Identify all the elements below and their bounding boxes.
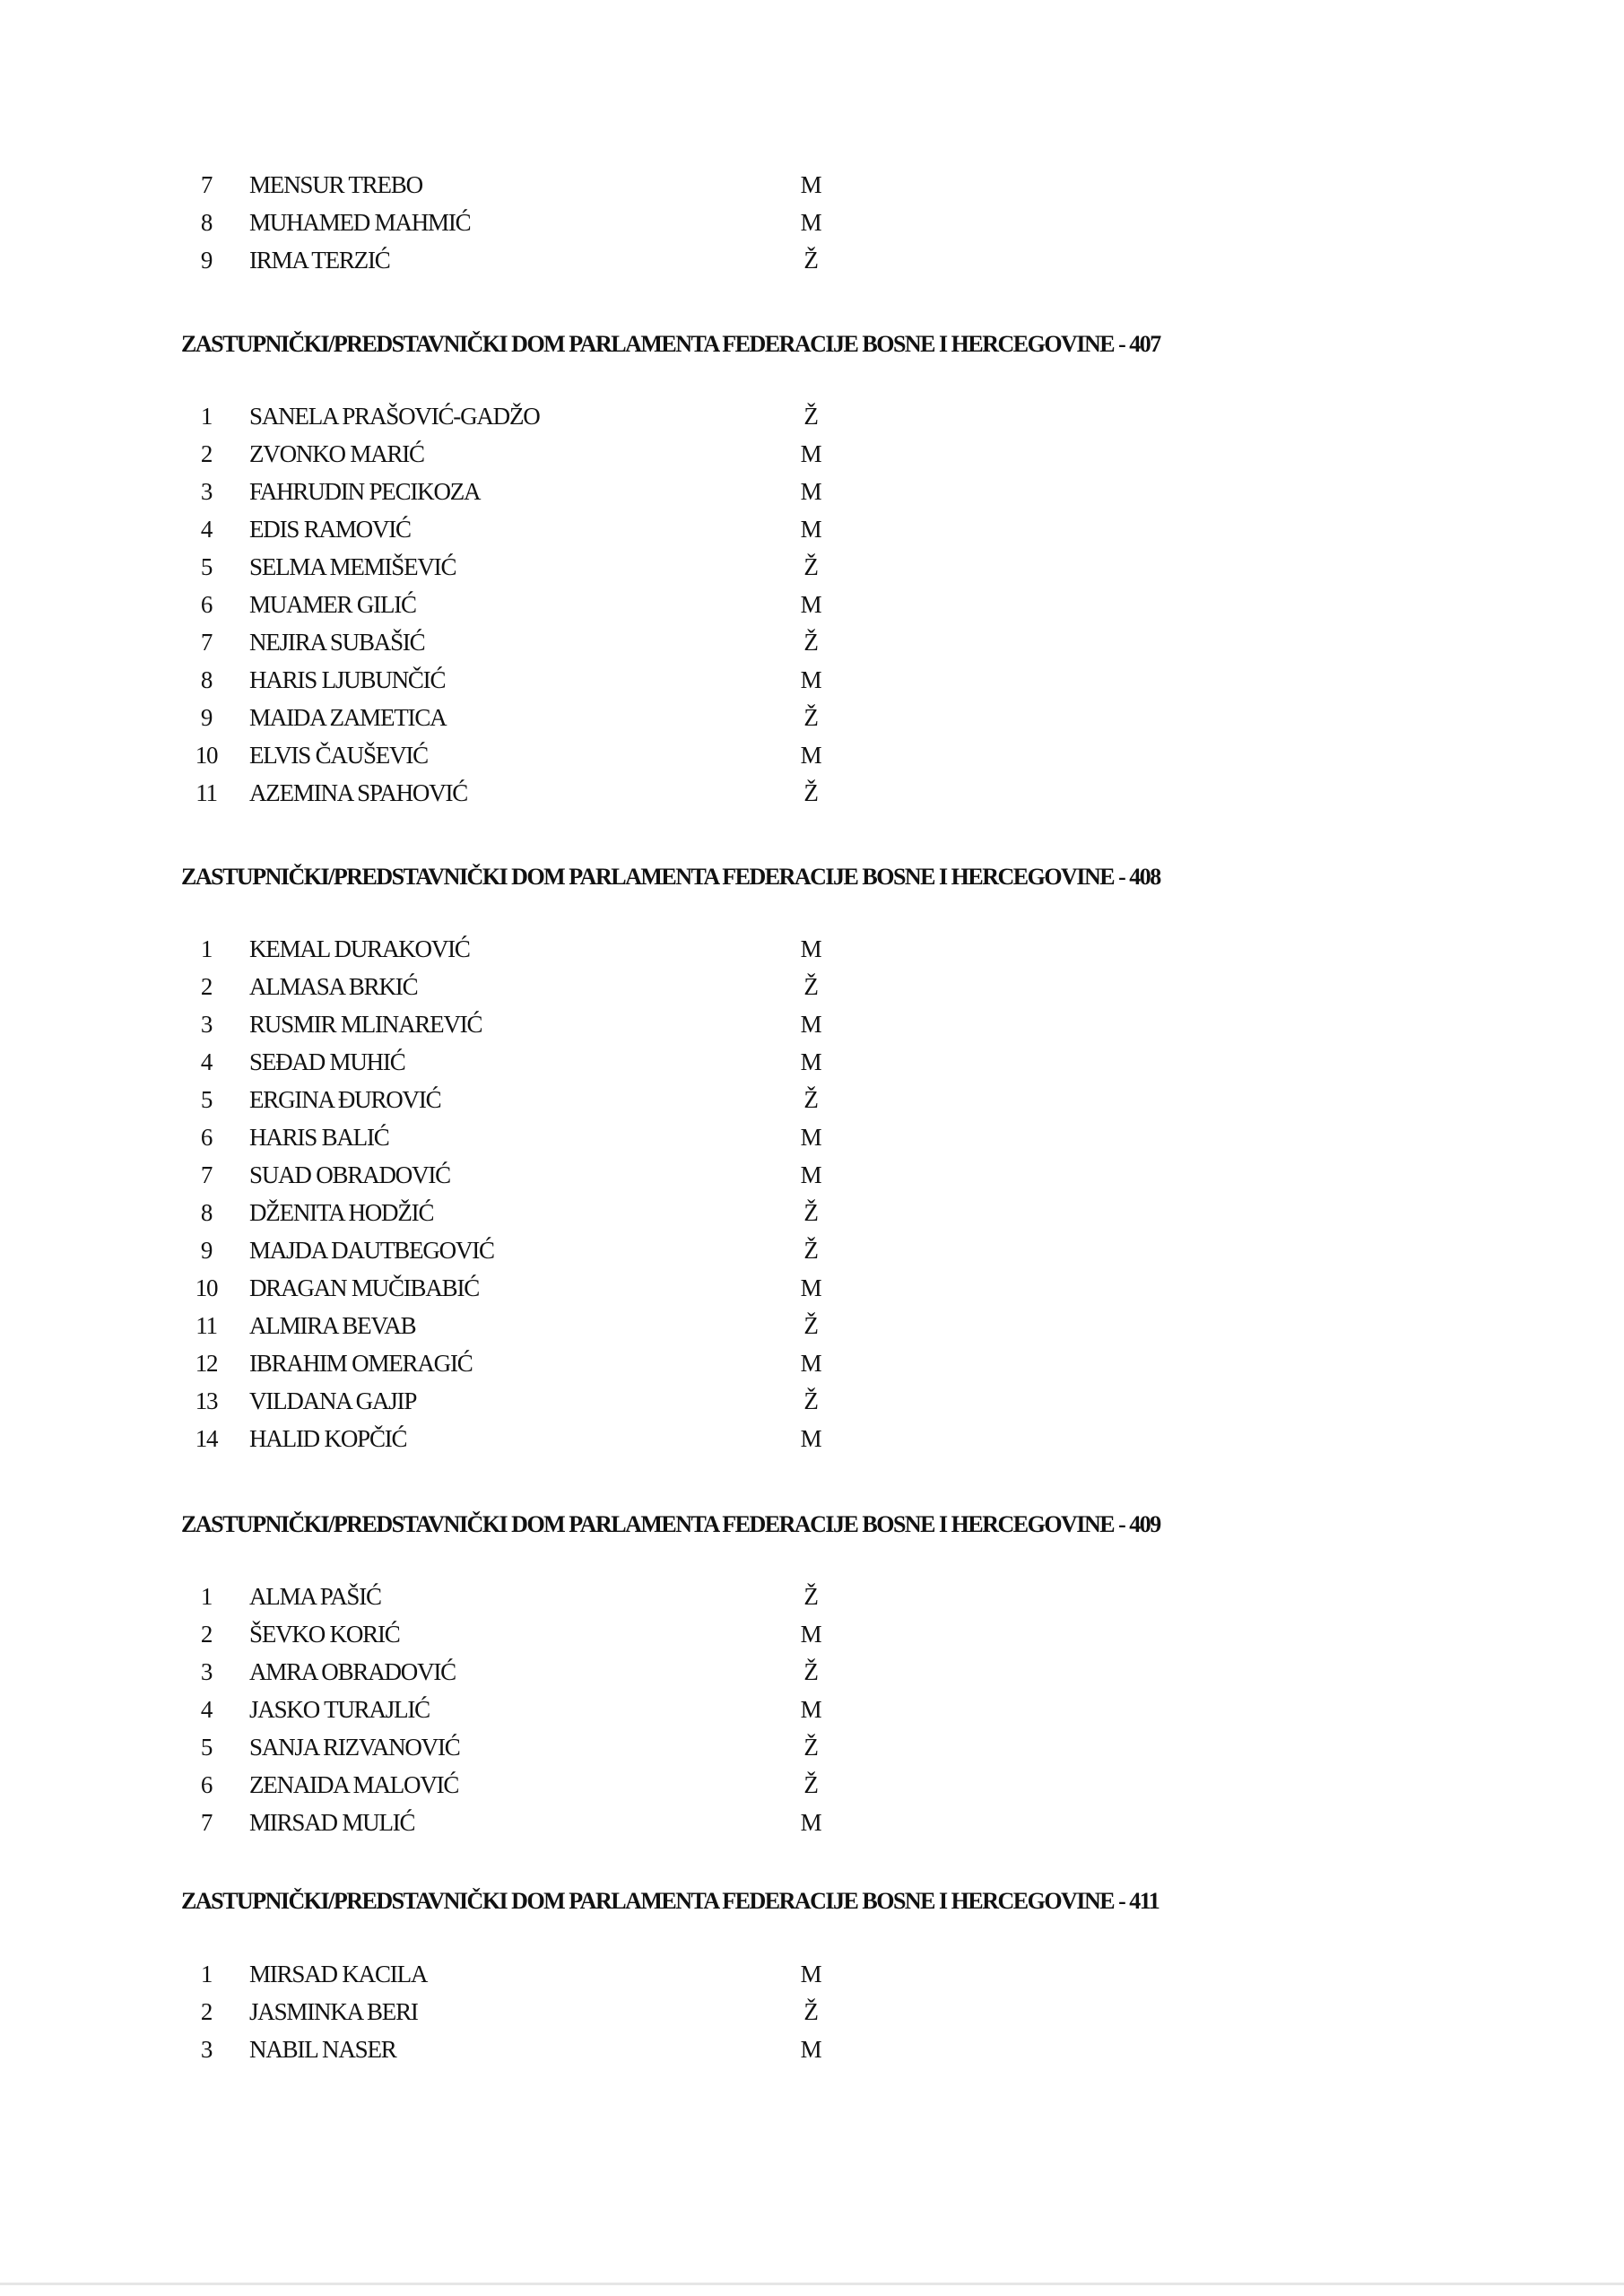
candidate-number: 8 [200,1199,213,1226]
list-item [0,510,1624,548]
candidate-name: EDIS RAMOVIĆ [249,516,411,543]
candidate-number: 9 [200,1237,213,1264]
candidate-name: NEJIRA SUBAŠIĆ [249,629,425,656]
candidate-number: 10 [195,1274,218,1301]
section-heading: ZASTUPNIČKI/PREDSTAVNIČKI DOM PARLAMENTA FEDERACIJE BOSNE I HERCEGOVINE - 409 [181,1511,1160,1537]
candidate-number: 2 [200,440,213,467]
candidate-name: JASMINKA BERI [249,1998,418,2025]
candidate-gender: Ž [803,1312,818,1339]
candidate-gender: M [800,1011,821,1038]
candidate-gender: M [800,1425,821,1452]
candidate-gender: Ž [803,1199,818,1226]
candidate-number: 8 [200,666,213,693]
candidate-gender: Ž [803,1583,818,1610]
list-item [0,1420,1624,1457]
candidate-number: 9 [200,704,213,731]
list-item [0,1993,1624,2031]
list-item [0,1382,1624,1420]
list-item [0,1156,1624,1194]
list-item [0,1691,1624,1728]
candidate-name: MIRSAD KACILA [249,1961,428,1987]
list-item [0,1615,1624,1653]
candidate-name: IRMA TERZIĆ [249,247,390,274]
candidate-name: ELVIS ČAUŠEVIĆ [249,742,428,769]
candidate-gender: M [800,1696,821,1723]
candidate-name: MUHAMED MAHMIĆ [249,209,471,236]
candidate-gender: M [800,1350,821,1377]
candidate-name: SUAD OBRADOVIĆ [249,1161,450,1188]
candidate-number: 2 [200,973,213,1000]
list-item [0,930,1624,968]
list-item [0,1766,1624,1804]
candidate-number: 4 [200,1696,213,1723]
candidate-name: HALID KOPČIĆ [249,1425,407,1452]
candidate-number: 11 [195,1312,217,1339]
candidate-name: SEĐAD MUHIĆ [249,1048,405,1075]
candidate-number: 2 [200,1998,213,2025]
candidate-name: FAHRUDIN PECIKOZA [249,478,481,505]
list-item [0,736,1624,774]
candidate-name: RUSMIR MLINAREVIĆ [249,1011,482,1038]
candidate-gender: M [800,935,821,962]
candidate-gender: Ž [803,1086,818,1113]
list-item [0,1043,1624,1081]
candidate-name: MENSUR TREBO [249,171,422,198]
list-item [0,1194,1624,1231]
candidate-gender: Ž [803,1387,818,1414]
candidate-gender: Ž [803,629,818,656]
candidate-number: 5 [200,553,213,580]
candidate-gender: M [800,1809,821,1836]
list-item [0,241,1624,279]
list-item [0,1344,1624,1382]
candidate-gender: M [800,1048,821,1075]
candidate-gender: Ž [803,1734,818,1761]
candidate-name: MAIDA ZAMETICA [249,704,447,731]
candidate-number: 11 [195,779,217,806]
candidate-number: 1 [200,403,213,430]
candidate-gender: Ž [803,247,818,274]
list-item [0,623,1624,661]
list-item [0,473,1624,510]
candidate-name: ALMA PAŠIĆ [249,1583,381,1610]
candidate-gender: M [800,209,821,236]
candidate-number: 4 [200,1048,213,1075]
candidate-number: 12 [195,1350,218,1377]
candidate-number: 8 [200,209,213,236]
candidate-number: 7 [200,171,213,198]
candidate-number: 10 [195,742,218,769]
candidate-name: IBRAHIM OMERAGIĆ [249,1350,473,1377]
candidate-number: 5 [200,1734,213,1761]
candidate-number: 6 [200,591,213,618]
candidate-number: 1 [200,1961,213,1987]
list-item [0,1804,1624,1841]
list-item [0,2031,1624,2068]
candidate-name: MIRSAD MULIĆ [249,1809,415,1836]
candidate-name: MUAMER GILIĆ [249,591,416,618]
candidate-gender: M [800,666,821,693]
candidate-number: 7 [200,1161,213,1188]
list-item [0,1231,1624,1269]
candidate-gender: M [800,1124,821,1151]
candidate-number: 5 [200,1086,213,1113]
scan-edge-line [0,2283,1624,2285]
candidate-name: NABIL NASER [249,2036,396,2063]
list-item [0,1118,1624,1156]
list-item [0,1653,1624,1691]
candidate-gender: M [800,478,821,505]
list-item [0,968,1624,1005]
candidate-name: VILDANA GAJIP [249,1387,417,1414]
candidate-name: ERGINA ĐUROVIĆ [249,1086,441,1113]
candidate-gender: Ž [803,1658,818,1685]
candidate-gender: Ž [803,553,818,580]
list-item [0,1578,1624,1615]
candidate-name: ALMASA BRKIĆ [249,973,418,1000]
candidate-name: DRAGAN MUČIBABIĆ [249,1274,480,1301]
candidate-gender: Ž [803,1771,818,1798]
candidate-gender: Ž [803,403,818,430]
candidate-gender: Ž [803,779,818,806]
candidate-number: 3 [200,2036,213,2063]
candidate-gender: Ž [803,1237,818,1264]
candidate-name: HARIS BALIĆ [249,1124,389,1151]
candidate-name: ALMIRA BEVAB [249,1312,416,1339]
candidate-number: 3 [200,1658,213,1685]
section-heading: ZASTUPNIČKI/PREDSTAVNIČKI DOM PARLAMENTA FEDERACIJE BOSNE I HERCEGOVINE - 407 [181,331,1160,357]
candidate-gender: Ž [803,1998,818,2025]
candidate-gender: Ž [803,973,818,1000]
list-item [0,548,1624,586]
candidate-name: SELMA MEMIŠEVIĆ [249,553,456,580]
candidate-name: ŠEVKO KORIĆ [249,1621,400,1648]
candidate-gender: M [800,440,821,467]
section-heading: ZASTUPNIČKI/PREDSTAVNIČKI DOM PARLAMENTA FEDERACIJE BOSNE I HERCEGOVINE - 408 [181,864,1160,890]
list-item [0,699,1624,736]
candidate-number: 7 [200,1809,213,1836]
candidate-number: 9 [200,247,213,274]
candidate-number: 1 [200,1583,213,1610]
candidate-number: 13 [195,1387,218,1414]
candidate-name: SANELA PRAŠOVIĆ-GADŽO [249,403,540,430]
candidate-name: AZEMINA SPAHOVIĆ [249,779,468,806]
candidate-number: 6 [200,1124,213,1151]
candidate-name: AMRA OBRADOVIĆ [249,1658,456,1685]
candidate-name: MAJDA DAUTBEGOVIĆ [249,1237,494,1264]
list-item [0,1005,1624,1043]
list-item [0,1955,1624,1993]
candidate-number: 2 [200,1621,213,1648]
candidate-gender: M [800,1161,821,1188]
candidate-name: HARIS LJUBUNČIĆ [249,666,446,693]
list-item [0,1307,1624,1344]
list-item [0,1728,1624,1766]
candidate-gender: M [800,1274,821,1301]
candidate-name: KEMAL DURAKOVIĆ [249,935,470,962]
candidate-number: 3 [200,1011,213,1038]
candidate-number: 4 [200,516,213,543]
candidate-gender: M [800,591,821,618]
candidate-number: 7 [200,629,213,656]
candidate-gender: M [800,742,821,769]
section-heading: ZASTUPNIČKI/PREDSTAVNIČKI DOM PARLAMENTA FEDERACIJE BOSNE I HERCEGOVINE - 411 [181,1888,1159,1914]
list-item [0,1269,1624,1307]
candidate-number: 6 [200,1771,213,1798]
candidate-name: JASKO TURAJLIĆ [249,1696,430,1723]
candidate-name: ZENAIDA MALOVIĆ [249,1771,459,1798]
candidate-name: ZVONKO MARIĆ [249,440,424,467]
list-item [0,397,1624,435]
candidate-gender: M [800,1961,821,1987]
candidate-gender: M [800,171,821,198]
list-item [0,435,1624,473]
list-item [0,166,1624,204]
candidate-number: 3 [200,478,213,505]
list-item [0,586,1624,623]
candidate-number: 14 [195,1425,218,1452]
candidate-gender: M [800,1621,821,1648]
list-item [0,774,1624,812]
candidate-number: 1 [200,935,213,962]
candidate-name: DŽENITA HODŽIĆ [249,1199,434,1226]
list-item [0,1081,1624,1118]
candidate-name: SANJA RIZVANOVIĆ [249,1734,460,1761]
candidate-gender: M [800,2036,821,2063]
list-item [0,204,1624,241]
candidate-gender: M [800,516,821,543]
candidate-gender: Ž [803,704,818,731]
list-item [0,661,1624,699]
